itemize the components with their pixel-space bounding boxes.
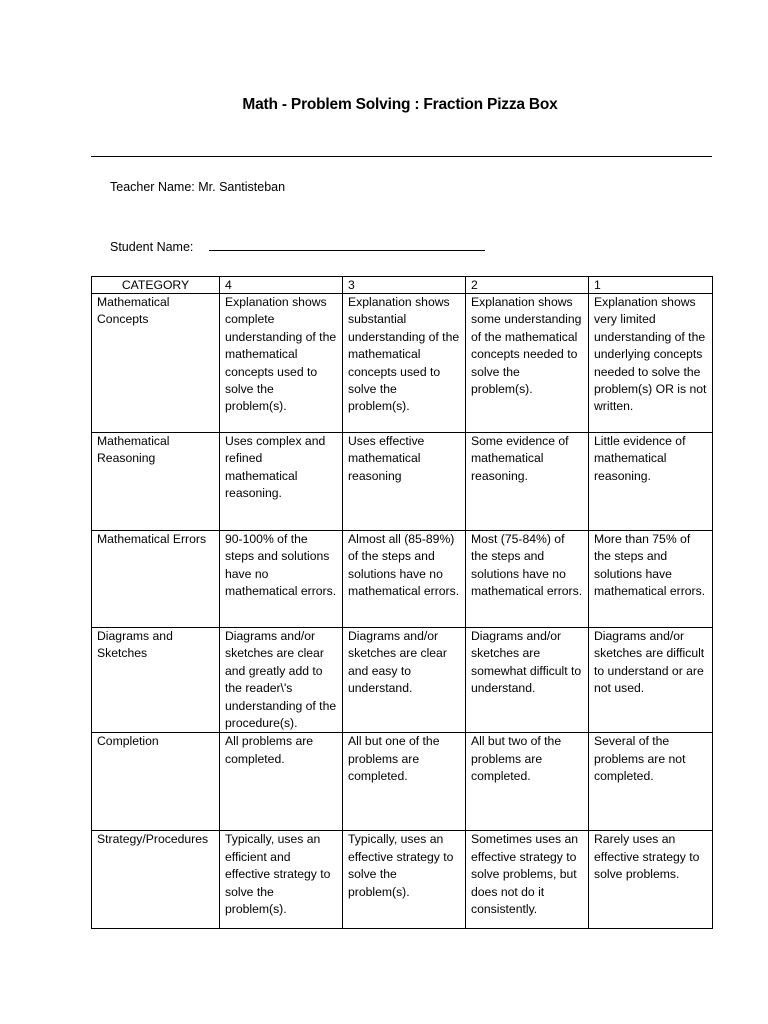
- table-row: [92, 831, 713, 929]
- table-row: [92, 531, 713, 628]
- student-name-label: Student Name:: [110, 240, 194, 254]
- criteria-cell: Uses effective mathematical reasoning: [343, 433, 466, 531]
- criteria-cell: Typically, uses an effective strategy to solve the problem(s).: [343, 831, 466, 929]
- criteria-cell: Little evidence of mathematical reasoning.: [589, 433, 713, 531]
- criteria-cell: Explanation shows some understanding of the mathematical concepts needed to solve the problem(s).: [466, 294, 589, 433]
- criteria-cell: 90-100% of the steps and solutions have no mathematical errors.: [220, 531, 343, 628]
- criteria-cell: Rarely uses an effective strategy to solve problems.: [589, 831, 713, 929]
- table-row: [92, 433, 713, 531]
- criteria-cell: Diagrams and/or sketches are difficult to understand or are not used.: [589, 628, 713, 733]
- row-category: Strategy/Procedures: [92, 831, 220, 929]
- criteria-cell: All problems are completed.: [220, 733, 343, 831]
- rubric-table: [91, 276, 713, 929]
- row-category: Diagrams and Sketches: [92, 628, 220, 733]
- header-score-4: 4: [220, 277, 343, 294]
- criteria-cell: Diagrams and/or sketches are somewhat difficult to understand.: [466, 628, 589, 733]
- criteria-cell: Explanation shows complete understanding of the mathematical concepts used to solve the problem(s).: [220, 294, 343, 433]
- header-category: CATEGORY: [92, 277, 220, 294]
- student-name-line: [110, 238, 485, 254]
- criteria-cell: Several of the problems are not completed.: [589, 733, 713, 831]
- table-row: [92, 733, 713, 831]
- header-score-3: 3: [343, 277, 466, 294]
- criteria-cell: Diagrams and/or sketches are clear and easy to understand.: [343, 628, 466, 733]
- header-score-1: 1: [589, 277, 713, 294]
- criteria-cell: Almost all (85-89%) of the steps and solutions have no mathematical errors.: [343, 531, 466, 628]
- table-row: [92, 294, 713, 433]
- page-title: Math - Problem Solving : Fraction Pizza Box: [242, 96, 558, 113]
- row-category: Completion: [92, 733, 220, 831]
- criteria-cell: Uses complex and refined mathematical reasoning.: [220, 433, 343, 531]
- criteria-cell: Some evidence of mathematical reasoning.: [466, 433, 589, 531]
- criteria-cell: All but two of the problems are completed.: [466, 733, 589, 831]
- rubric-header-row: [92, 277, 713, 294]
- criteria-cell: All but one of the problems are completed.: [343, 733, 466, 831]
- row-category: Mathematical Concepts: [92, 294, 220, 433]
- header-score-2: 2: [466, 277, 589, 294]
- criteria-cell: Explanation shows very limited understanding of the underlying concepts needed to solve the problem(s) OR is not written.: [589, 294, 713, 433]
- teacher-name: Teacher Name: Mr. Santisteban: [110, 180, 286, 194]
- criteria-cell: Diagrams and/or sketches are clear and greatly add to the reader\'s understanding of the procedure(s).: [220, 628, 343, 733]
- criteria-cell: Sometimes uses an effective strategy to solve problems, but does not do it consistently.: [466, 831, 589, 929]
- criteria-cell: Explanation shows substantial understanding of the mathematical concepts used to solve the problem(s).: [343, 294, 466, 433]
- criteria-cell: More than 75% of the steps and solutions have mathematical errors.: [589, 531, 713, 628]
- student-name-blank: [209, 238, 485, 251]
- criteria-cell: Typically, uses an efficient and effective strategy to solve the problem(s).: [220, 831, 343, 929]
- row-category: Mathematical Reasoning: [92, 433, 220, 531]
- criteria-cell: Most (75-84%) of the steps and solutions have no mathematical errors.: [466, 531, 589, 628]
- title-divider: [91, 156, 712, 157]
- row-category: Mathematical Errors: [92, 531, 220, 628]
- table-row: [92, 628, 713, 733]
